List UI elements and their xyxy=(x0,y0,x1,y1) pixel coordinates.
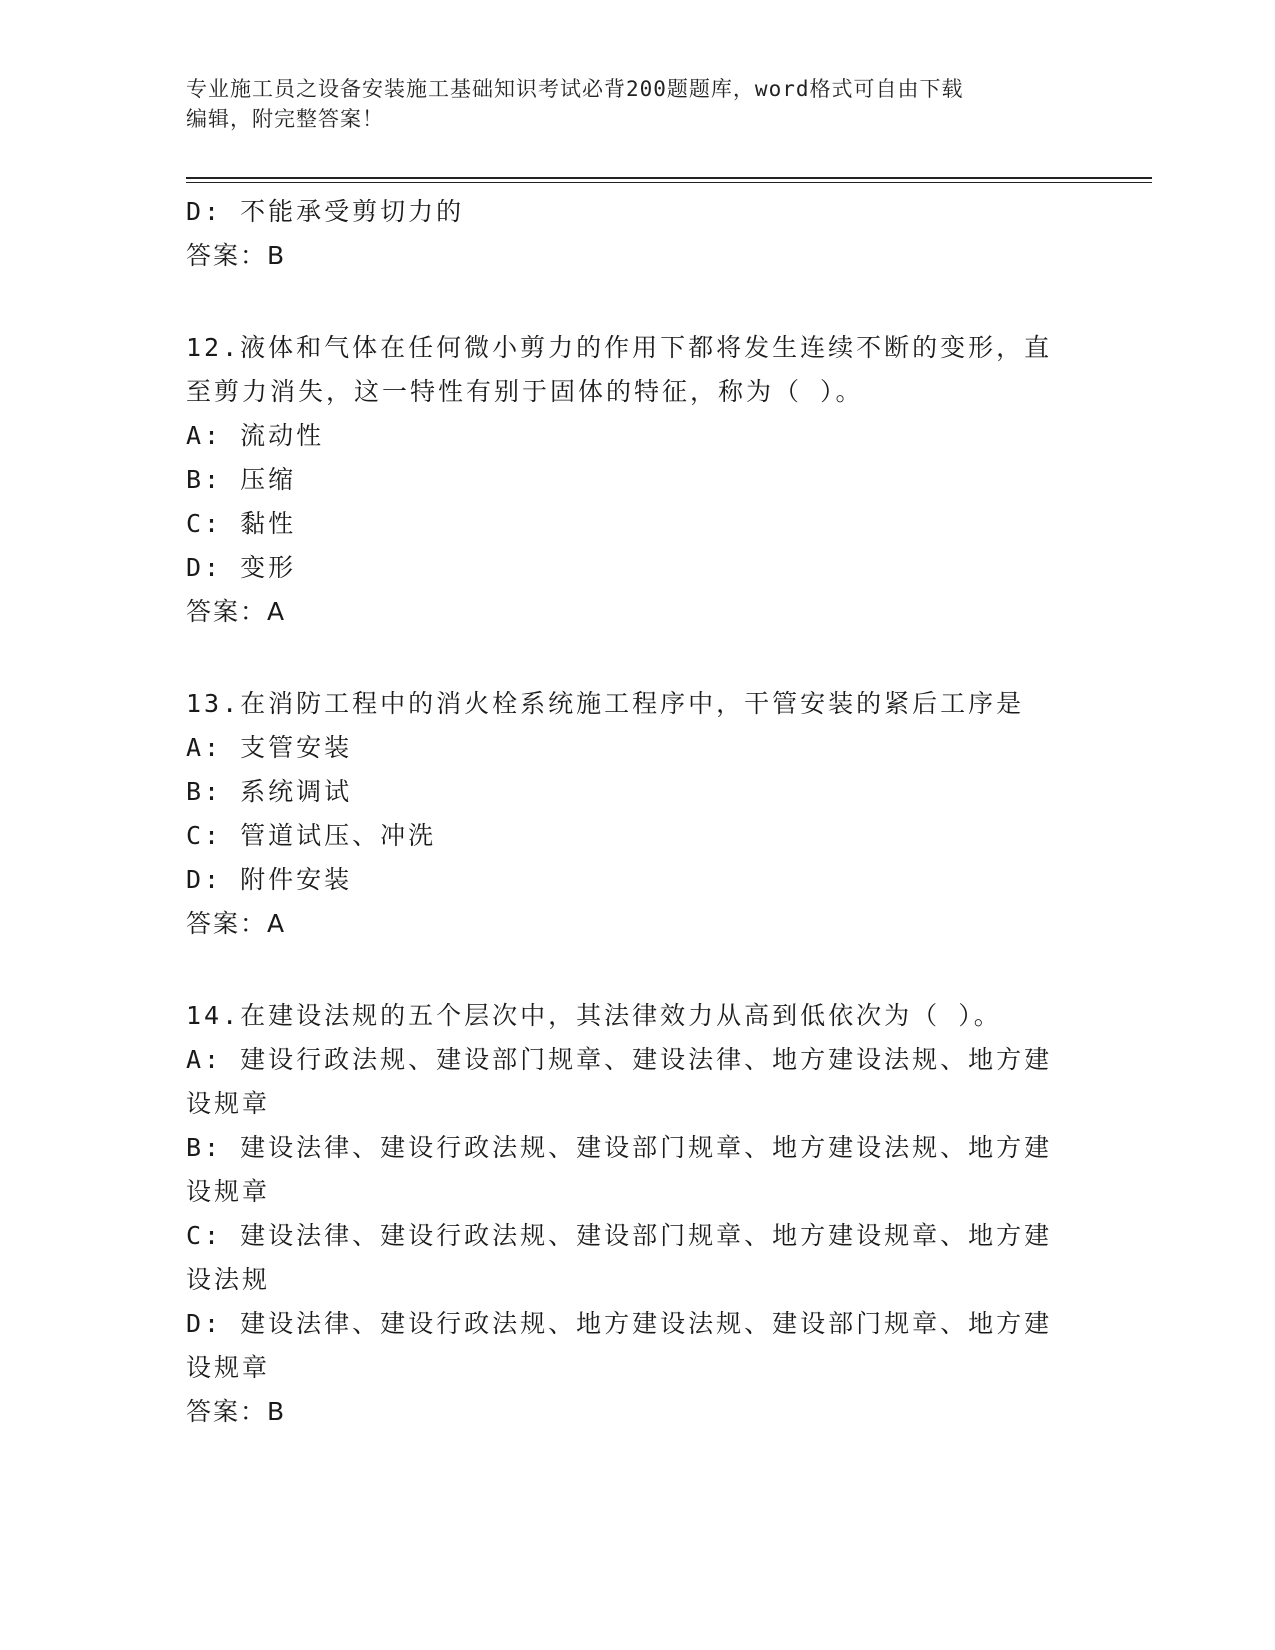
question-14-option-a-line-2: 设规章 xyxy=(186,1089,271,1118)
question-14-stem: 14.在建设法规的五个层次中，其法律效力从高到低依次为（ ）。 xyxy=(186,1001,1002,1030)
question-12-answer: 答案：A xyxy=(186,597,287,626)
document-header xyxy=(186,74,1086,134)
question-14-option-c-line-2: 设法规 xyxy=(186,1265,271,1294)
question-12-stem-line-1: 12.液体和气体在任何微小剪力的作用下都将发生连续不断的变形，直 xyxy=(186,333,1053,362)
question-12-option-d: D: 变形 xyxy=(186,553,297,582)
prev-option-d: D: 不能承受剪切力的 xyxy=(186,197,465,226)
question-12 xyxy=(186,326,1086,634)
question-14-option-b-line-2: 设规章 xyxy=(186,1177,271,1206)
question-13-stem: 13.在消防工程中的消火栓系统施工程序中，干管安装的紧后工序是 xyxy=(186,689,1025,718)
question-14 xyxy=(186,994,1086,1434)
spacer xyxy=(186,634,1086,682)
question-content xyxy=(186,190,1086,1434)
question-12-option-a: A: 流动性 xyxy=(186,421,325,450)
spacer xyxy=(186,278,1086,326)
question-13-answer: 答案：A xyxy=(186,909,287,938)
question-12-option-c: C: 黏性 xyxy=(186,509,297,538)
question-13-option-b: B: 系统调试 xyxy=(186,777,353,806)
question-13-option-a: A: 支管安装 xyxy=(186,733,353,762)
question-14-option-b-line-1: B: 建设法律、建设行政法规、建设部门规章、地方建设法规、地方建 xyxy=(186,1133,1053,1162)
header-divider-thick xyxy=(186,177,1152,179)
header-title-line-2: 编辑，附完整答案！ xyxy=(186,107,384,131)
question-13 xyxy=(186,682,1086,946)
question-12-option-b: B: 压缩 xyxy=(186,465,297,494)
question-14-option-c-line-1: C: 建设法律、建设行政法规、建设部门规章、地方建设规章、地方建 xyxy=(186,1221,1053,1250)
header-title-line-1: 专业施工员之设备安装施工基础知识考试必背200题题库，word格式可自由下载 xyxy=(186,77,964,101)
prev-answer: 答案：B xyxy=(186,241,287,270)
question-13-option-c: C: 管道试压、冲洗 xyxy=(186,821,437,850)
header-divider-thin xyxy=(186,182,1152,183)
question-12-stem-line-2: 至剪力消失，这一特性有别于固体的特征，称为（ ）。 xyxy=(186,377,864,406)
question-14-option-d-line-1: D: 建设法律、建设行政法规、地方建设法规、建设部门规章、地方建 xyxy=(186,1309,1053,1338)
question-14-option-d-line-2: 设规章 xyxy=(186,1353,271,1382)
question-14-answer: 答案：B xyxy=(186,1397,287,1426)
question-13-option-d: D: 附件安装 xyxy=(186,865,353,894)
question-14-option-a-line-1: A: 建设行政法规、建设部门规章、建设法律、地方建设法规、地方建 xyxy=(186,1045,1053,1074)
spacer xyxy=(186,946,1086,994)
